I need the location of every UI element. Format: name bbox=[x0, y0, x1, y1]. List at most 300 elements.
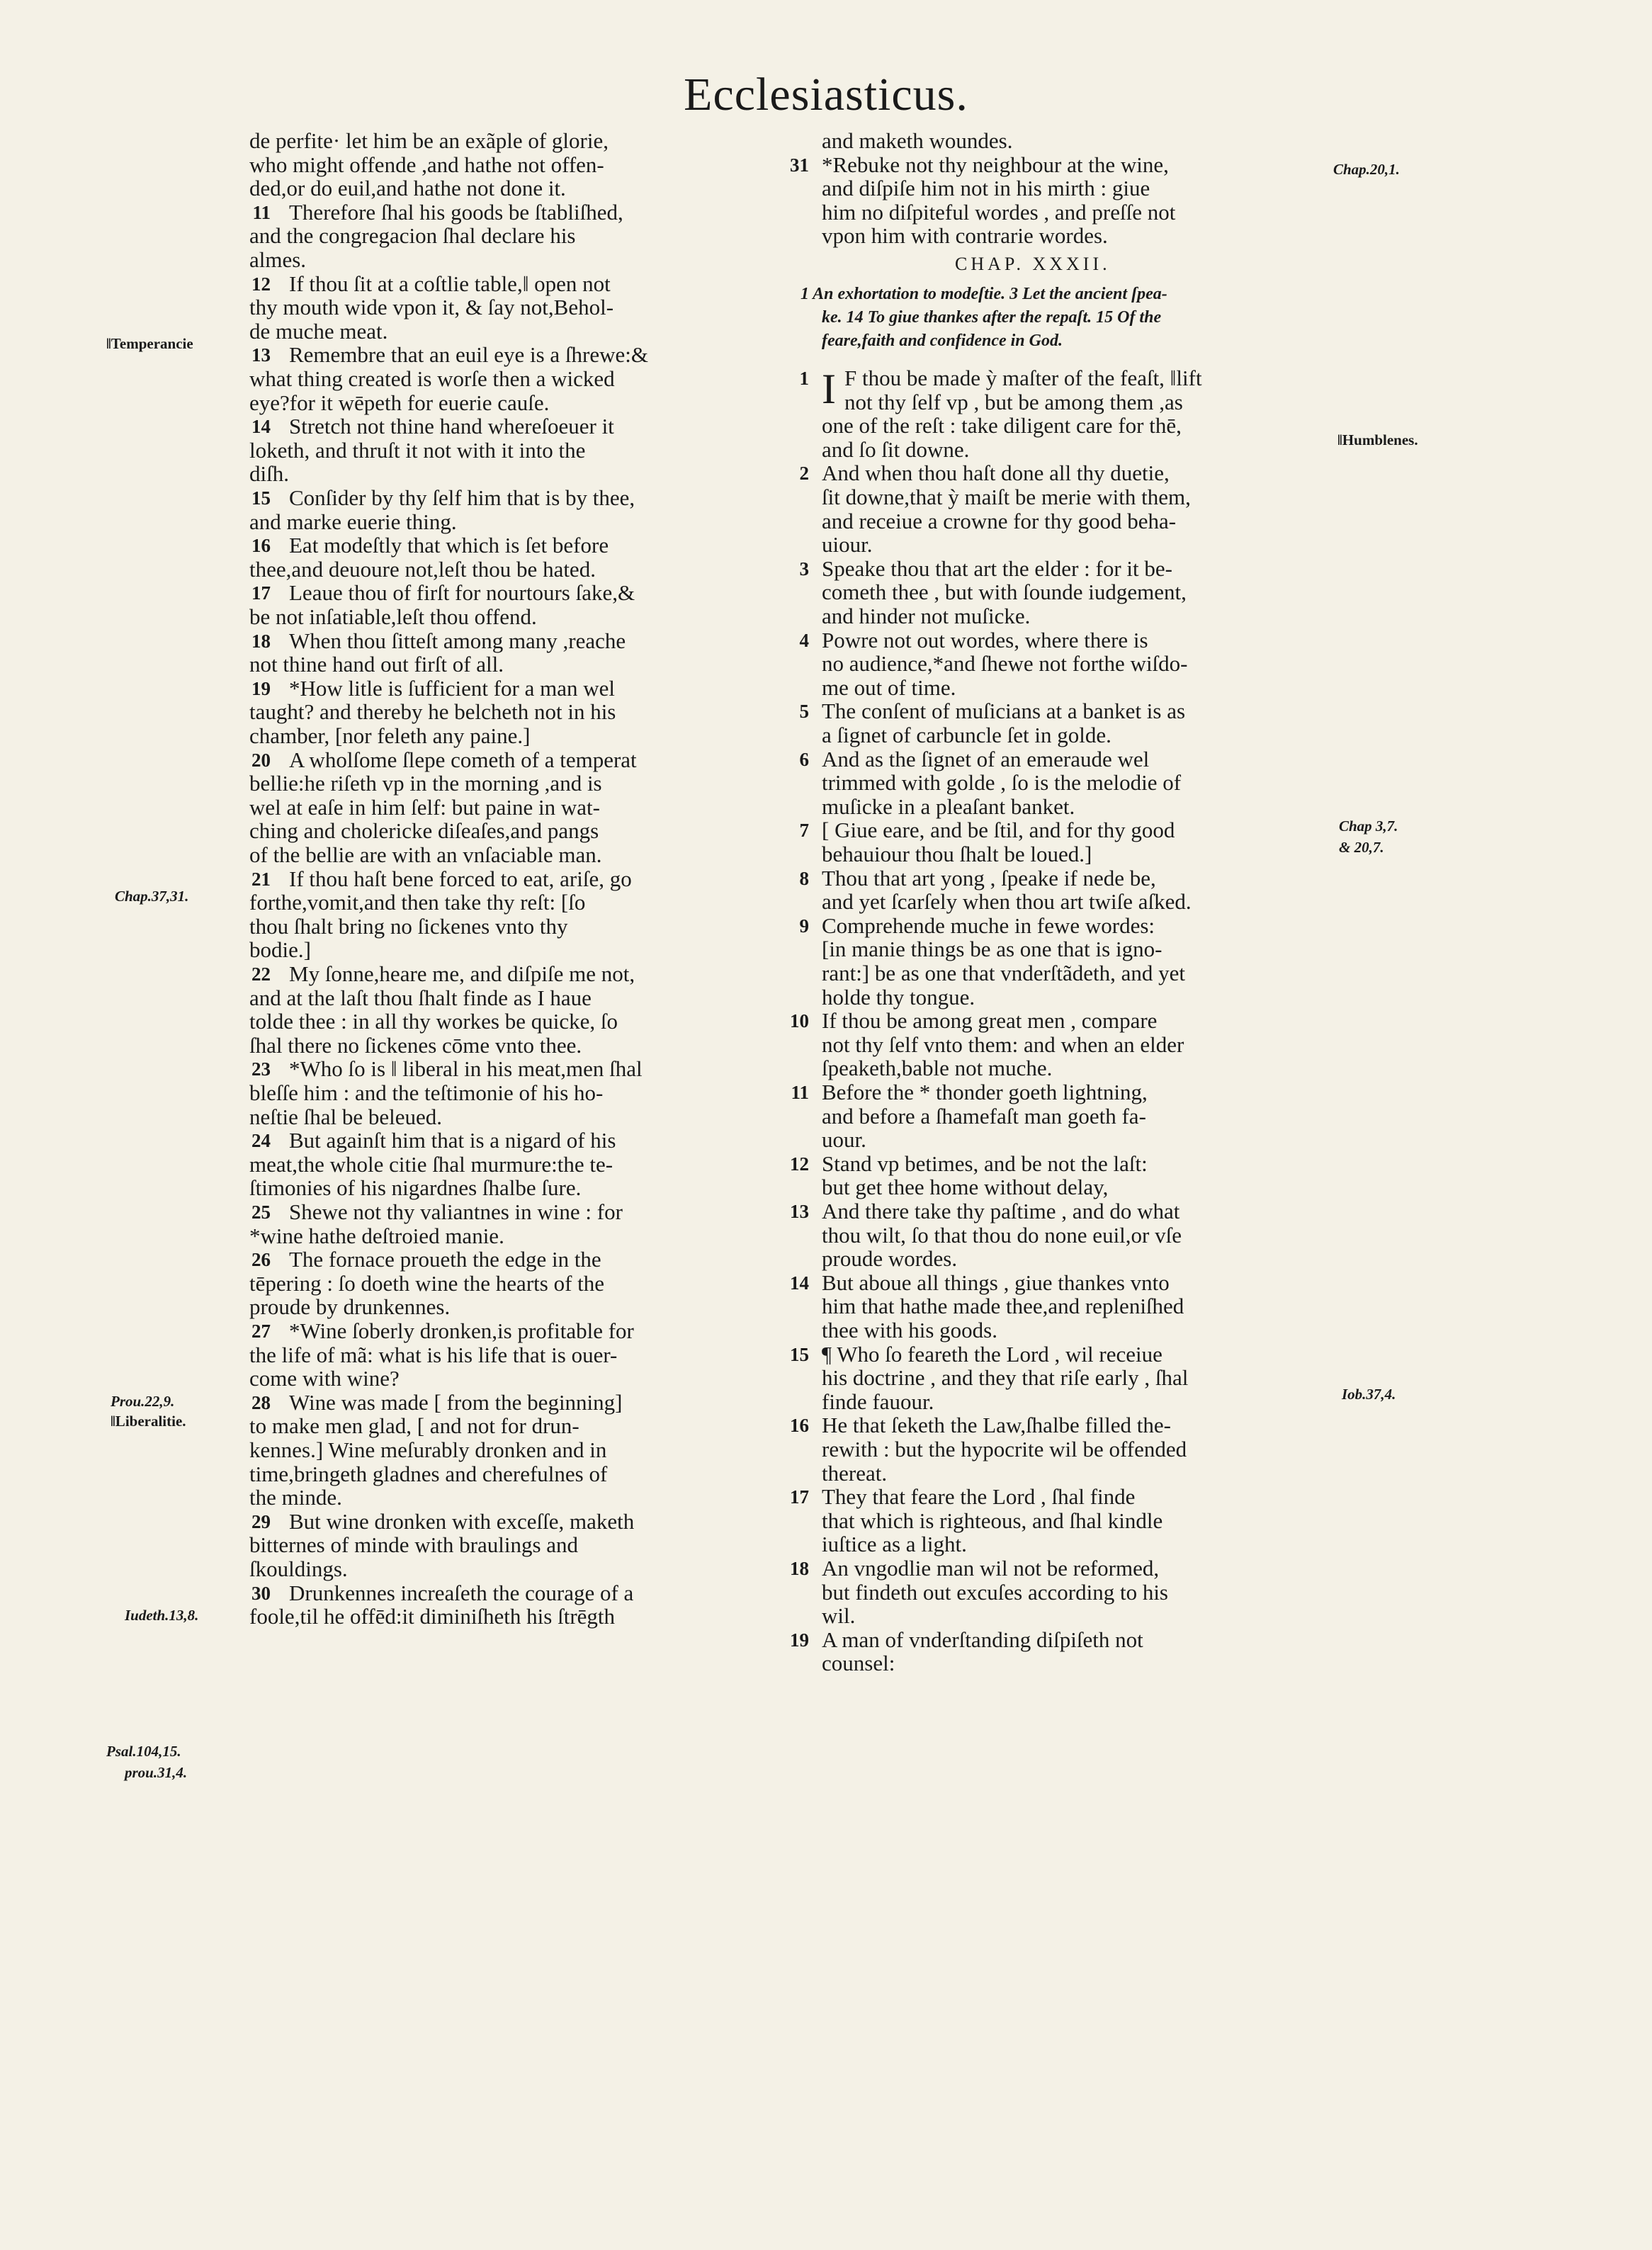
text-line bbox=[800, 580, 1339, 604]
text-line bbox=[790, 1199, 1339, 1223]
verse-text: He that ſeketh the Law,ſhalbe filled the- bbox=[822, 1413, 1171, 1438]
text-line bbox=[249, 771, 793, 796]
verse-text: loketh, and thruſt it not with it into the bbox=[249, 437, 586, 463]
verse-text: thou ſhalt bring no ſickenes vnto thy bbox=[249, 913, 568, 939]
text-line bbox=[249, 1438, 793, 1462]
text-line bbox=[790, 152, 1339, 177]
verse-number: 22 bbox=[251, 963, 271, 985]
verse-text: wel at eaſe in him ſelf: but paine in wat- bbox=[249, 794, 600, 820]
verse-text: not thine hand out firſt of all. bbox=[249, 652, 504, 677]
text-line bbox=[800, 747, 1339, 771]
verse-text: Therefore ſhal his goods be ſtabliſhed, bbox=[289, 199, 623, 225]
text-line bbox=[800, 461, 1339, 485]
chapter-summary-line: ke. 14 To giue thankes after the repaſt. 15 Of the bbox=[822, 308, 1162, 327]
text-line bbox=[249, 486, 793, 510]
verse-text: ¶ Who ſo feareth the Lord , wil receiue bbox=[822, 1341, 1162, 1367]
verse-number: 29 bbox=[251, 1510, 271, 1532]
text-line bbox=[249, 1486, 793, 1510]
text-line bbox=[800, 485, 1339, 509]
verse-number: 27 bbox=[251, 1321, 271, 1342]
verse-text: and maketh woundes. bbox=[822, 128, 1013, 153]
text-line bbox=[249, 1295, 793, 1319]
verse-text: And there take thy paſtime , and do what bbox=[822, 1199, 1180, 1223]
verse-text: proude wordes. bbox=[822, 1246, 958, 1272]
verse-text: *wine hathe deſtroied manie. bbox=[249, 1223, 504, 1248]
verse-text: Speake thou that art the elder : for it be- bbox=[822, 555, 1172, 581]
verse-text: and ſo ſit downe. bbox=[822, 436, 970, 462]
margin-note-chap-20-1: Chap.20,1. bbox=[1333, 161, 1400, 178]
verse-number: 4 bbox=[799, 629, 809, 651]
verse-text: If thou be among great men , compare bbox=[822, 1008, 1158, 1034]
verse-text: a ſignet of carbuncle ſet in golde. bbox=[822, 723, 1111, 747]
text-line bbox=[249, 367, 793, 391]
page-title: Ecclesiasticus. bbox=[684, 69, 968, 120]
chapter-heading: CHAP. XXXII. bbox=[955, 254, 1111, 274]
margin-note-humblenes: ‖Humblenes. bbox=[1337, 431, 1418, 448]
text-line bbox=[249, 129, 793, 153]
text-line bbox=[249, 1105, 793, 1129]
verse-text: bodie.] bbox=[249, 937, 311, 963]
verse-text: thy mouth wide vpon it, & ſay not,Behol- bbox=[249, 295, 614, 320]
verse-number: 11 bbox=[252, 201, 271, 223]
text-line bbox=[249, 891, 793, 915]
verse-text: vpon him with contrarie wordes. bbox=[822, 223, 1108, 249]
verse-text: *Wine ſoberly dronken,is profitable for bbox=[289, 1318, 634, 1343]
verse-number: 18 bbox=[790, 1558, 809, 1579]
verse-text: but get thee home without delay, bbox=[822, 1175, 1109, 1200]
text-line bbox=[249, 1557, 793, 1581]
verse-text: ching and cholericke diſeaſes,and pangs bbox=[249, 818, 599, 844]
text-line bbox=[249, 1057, 793, 1081]
text-line bbox=[249, 724, 793, 748]
verse-text: [ Giue eare, and be ſtil, and for thy good bbox=[822, 818, 1175, 843]
text-line bbox=[249, 295, 793, 320]
verse-number: 13 bbox=[251, 344, 271, 366]
text-line bbox=[800, 1128, 1339, 1152]
text-line bbox=[249, 1200, 793, 1224]
text-line bbox=[249, 439, 793, 463]
verse-text: thou wilt, ſo that thou do none euil,or vſe bbox=[822, 1222, 1182, 1248]
text-line bbox=[800, 628, 1339, 652]
verse-text: and yet ſcarſely when thou art twiſe aſked. bbox=[822, 889, 1192, 915]
text-line bbox=[800, 699, 1339, 723]
text-line bbox=[800, 985, 1339, 1010]
verse-text: thee,and deuoure not,leſt thou be hated. bbox=[249, 556, 596, 582]
verse-text: F thou be made ỳ maſter of the feaſt, ‖lift bbox=[844, 366, 1202, 390]
text-line bbox=[790, 1341, 1339, 1367]
verse-number: 19 bbox=[790, 1629, 809, 1651]
verse-text: taught? and thereby he belcheth not in his bbox=[249, 699, 616, 725]
verse-text: *How litle is ſufficient for a man wel bbox=[289, 675, 616, 701]
text-line bbox=[800, 1294, 1339, 1318]
text-line bbox=[800, 414, 1339, 438]
margin-note-prou-31-4: prou.31,4. bbox=[125, 1764, 188, 1781]
text-line bbox=[249, 843, 793, 867]
text-line bbox=[800, 604, 1339, 628]
verse-text: Conſider by thy ſelf him that is by thee, bbox=[289, 485, 635, 510]
text-line bbox=[800, 1033, 1339, 1057]
text-line bbox=[249, 1581, 793, 1605]
text-line bbox=[800, 1509, 1339, 1533]
verse-text: trimmed with golde , ſo is the melodie of bbox=[822, 770, 1182, 796]
verse-text: Remembre that an euil eye is a ſhrewe:& bbox=[289, 342, 649, 368]
verse-text: [in manie things be as one that is igno- bbox=[822, 937, 1162, 962]
verse-text: Wine was made [ from the beginning] bbox=[289, 1389, 623, 1415]
text-line bbox=[800, 533, 1339, 557]
text-line bbox=[249, 629, 793, 653]
verse-text: And as the ſignet of an emeraude wel bbox=[822, 746, 1150, 771]
verse-number: 14 bbox=[251, 416, 271, 438]
verse-text: The conſent of muſicians at a banket is as bbox=[822, 699, 1186, 724]
verse-text: no audience,*and ſhewe not forthe wiſdo- bbox=[822, 651, 1188, 677]
text-line bbox=[800, 176, 1339, 200]
text-line bbox=[249, 1462, 793, 1486]
text-line bbox=[790, 1151, 1339, 1176]
text-line bbox=[249, 652, 793, 677]
verse-text: ſit downe,that ỳ maiſt be merie with them, bbox=[822, 485, 1191, 509]
verse-text: But againſt him that is a nigard of his bbox=[289, 1128, 616, 1153]
verse-text: the minde. bbox=[249, 1485, 342, 1510]
verse-text: the life of mã: what is his life that is ouer- bbox=[249, 1342, 618, 1367]
text-line bbox=[249, 414, 793, 439]
verse-text: not thy ſelf vnto them: and when an elder bbox=[822, 1031, 1184, 1057]
verse-text: A wholſome ſlepe cometh of a temperat bbox=[289, 747, 637, 772]
text-line bbox=[249, 1510, 793, 1534]
verse-text: of the bellie are with an vnſaciable man. bbox=[249, 842, 602, 867]
verse-number: 1 bbox=[799, 368, 809, 389]
text-line bbox=[800, 890, 1339, 914]
text-line bbox=[249, 200, 793, 225]
text-line bbox=[249, 153, 793, 177]
margin-note-psal-104-15: Psal.104,15. bbox=[106, 1743, 181, 1760]
verse-text: almes. bbox=[249, 247, 307, 272]
verse-number: 24 bbox=[251, 1130, 271, 1152]
verse-text: but findeth out excuſes according to his bbox=[822, 1579, 1168, 1605]
verse-text: and diſpiſe him not in his mirth : giue bbox=[822, 176, 1150, 201]
verse-text: muſicke in a pleaſant banket. bbox=[822, 793, 1075, 819]
verse-text: Powre not out wordes, where there is bbox=[822, 627, 1148, 652]
verse-text: time,bringeth gladnes and cherefulnes of bbox=[249, 1461, 608, 1486]
verse-number: 12 bbox=[251, 273, 271, 295]
verse-number: 17 bbox=[790, 1486, 809, 1508]
verse-text: not thy ſelf vp , but be among them ,as bbox=[844, 389, 1183, 414]
verse-text: Eat modeſtly that which is ſet before bbox=[289, 533, 609, 558]
text-line bbox=[800, 1247, 1339, 1271]
text-line bbox=[800, 1437, 1339, 1462]
verse-text: ded,or do euil,and hathe not done it. bbox=[249, 176, 566, 201]
text-line bbox=[800, 652, 1339, 676]
verse-text: rewith : but the hypocrite wil be offended bbox=[822, 1437, 1187, 1462]
verse-text: My ſonne,heare me, and diſpiſe me not, bbox=[289, 961, 635, 986]
verse-number: 9 bbox=[799, 915, 809, 937]
verse-number: 28 bbox=[251, 1391, 271, 1413]
margin-note-chap-3-7: Chap 3,7. bbox=[1339, 818, 1398, 835]
text-line bbox=[790, 1008, 1339, 1034]
verse-text: chamber, [nor feleth any paine.] bbox=[249, 723, 531, 748]
verse-number: 17 bbox=[251, 582, 271, 604]
verse-text: Drunkennes increaſeth the courage of a bbox=[289, 1580, 634, 1605]
text-line bbox=[249, 700, 793, 724]
verse-number: 10 bbox=[790, 1010, 809, 1032]
verse-text: Thou that art yong , ſpeake if nede be, bbox=[822, 865, 1156, 891]
verse-text: who might offende ,and hathe not offen- bbox=[249, 152, 604, 177]
text-line bbox=[249, 248, 793, 272]
verse-text: uiour. bbox=[822, 532, 873, 558]
verse-text: Stand vp betimes, and be not the laſt: bbox=[822, 1151, 1148, 1176]
verse-text: foole,til he offēd:it diminiſheth his ſtrēgth bbox=[249, 1604, 616, 1629]
text-line bbox=[249, 1176, 793, 1200]
text-line bbox=[790, 1413, 1339, 1438]
verse-number: 5 bbox=[799, 701, 809, 723]
verse-text: bellie:he riſeth vp in the morning ,and is bbox=[249, 771, 602, 796]
text-line bbox=[800, 1056, 1339, 1080]
text-line bbox=[800, 129, 1339, 153]
verse-text: holde thy tongue. bbox=[822, 984, 975, 1010]
text-line bbox=[800, 1581, 1339, 1605]
margin-note-temperancie: ‖Temperancie bbox=[106, 335, 193, 352]
verse-number: 8 bbox=[799, 867, 809, 889]
text-line bbox=[249, 748, 793, 772]
text-line bbox=[249, 581, 793, 605]
verse-number: 12 bbox=[790, 1153, 809, 1175]
margin-note-chap-37-31: Chap.37,31. bbox=[115, 888, 189, 905]
verse-text: tolde thee : in all thy workes be quicke, ſo bbox=[249, 1009, 618, 1034]
verse-text: what thing created is worſe then a wicked bbox=[249, 366, 615, 391]
verse-text: tēpering : ſo doeth wine the hearts of the bbox=[249, 1270, 605, 1296]
verse-text: Leaue thou of firſt for nourtours ſake,& bbox=[289, 580, 635, 606]
verse-text: ſpeaketh,bable not muche. bbox=[822, 1056, 1053, 1081]
verse-text: come with wine? bbox=[249, 1366, 400, 1391]
text-line bbox=[249, 1272, 793, 1296]
text-line bbox=[249, 605, 793, 629]
verse-number: 31 bbox=[790, 154, 809, 176]
text-line bbox=[249, 510, 793, 534]
verse-text: If thou ſit at a coſtlie table,‖ open not bbox=[289, 271, 611, 296]
text-line bbox=[800, 509, 1339, 533]
text-line bbox=[249, 462, 793, 486]
text-line bbox=[249, 1343, 793, 1367]
verse-number: 18 bbox=[251, 630, 271, 652]
text-line bbox=[800, 1366, 1339, 1390]
verse-number: 23 bbox=[251, 1058, 271, 1080]
text-line bbox=[791, 1080, 1339, 1104]
verse-text: his doctrine , and they that riſe early , ſhal bbox=[822, 1365, 1189, 1391]
text-line bbox=[800, 795, 1339, 819]
text-line bbox=[249, 320, 793, 344]
text-line bbox=[800, 1651, 1339, 1675]
verse-text: and marke euerie thing. bbox=[249, 509, 457, 534]
text-line bbox=[800, 557, 1339, 581]
text-line bbox=[790, 1270, 1339, 1295]
verse-text: me out of time. bbox=[822, 674, 956, 700]
verse-text: An vngodlie man wil not be reformed, bbox=[822, 1556, 1160, 1581]
text-line bbox=[800, 723, 1339, 747]
verse-text: ſhal there no ſickenes cōme vnto thee. bbox=[249, 1032, 582, 1058]
verse-text: meat,the whole citie ſhal murmure:the te- bbox=[249, 1151, 613, 1177]
text-line bbox=[249, 1248, 793, 1272]
text-line bbox=[800, 438, 1339, 462]
verse-text: thee with his goods. bbox=[822, 1318, 997, 1342]
verse-text: rant:] be as one that vnderſtãdeth, and yet bbox=[822, 961, 1186, 985]
text-line bbox=[800, 1175, 1339, 1199]
verse-text: bleſſe him : and the teſtimonie of his ho- bbox=[249, 1080, 604, 1105]
margin-note-iob-37-4: Iob.37,4. bbox=[1342, 1386, 1396, 1403]
verse-text: and the congregacion ſhal declare his bbox=[249, 223, 576, 249]
text-line bbox=[249, 1010, 793, 1034]
text-line bbox=[800, 200, 1339, 225]
verse-text: And when thou haſt done all thy duetie, bbox=[822, 460, 1170, 486]
verse-number: 7 bbox=[799, 820, 809, 842]
verse-text: and receiue a crowne for thy good beha- bbox=[822, 508, 1177, 533]
text-line bbox=[790, 1484, 1339, 1510]
text-line bbox=[249, 1153, 793, 1177]
margin-note-prou-22-9: Prou.22,9. bbox=[111, 1393, 175, 1410]
verse-text: Stretch not thine hand whereſoeuer it bbox=[289, 414, 614, 439]
verse-text: But aboue all things , giue thankes vnto bbox=[822, 1270, 1170, 1295]
text-line bbox=[800, 842, 1339, 866]
verse-text: that which is righteous, and ſhal kindle bbox=[822, 1508, 1163, 1533]
verse-text: If thou haſt bene forced to eat, ariſe, go bbox=[289, 866, 632, 891]
text-line bbox=[249, 867, 793, 891]
text-line bbox=[249, 558, 793, 582]
verse-number: 2 bbox=[799, 463, 809, 485]
text-line bbox=[800, 914, 1339, 938]
verse-text: proude by drunkennes. bbox=[249, 1294, 451, 1320]
verse-text: The fornace proueth the edge in the bbox=[289, 1247, 601, 1272]
chapter-summary-line: 1 An exhortation to modeſtie. 3 Let the ancient ſpea- bbox=[800, 285, 1167, 303]
text-line bbox=[249, 962, 793, 986]
text-line bbox=[790, 1627, 1339, 1652]
verse-text: Before the * thonder goeth lightning, bbox=[822, 1080, 1148, 1104]
verse-text: *Who ſo is ‖ liberal in his meat,men ſhal bbox=[289, 1056, 643, 1082]
verse-text: Shewe not thy valiantnes in wine : for bbox=[289, 1199, 623, 1224]
verse-text: to make men glad, [ and not for drun- bbox=[249, 1413, 579, 1439]
text-line bbox=[249, 343, 793, 367]
verse-text: de muche meat. bbox=[249, 318, 388, 344]
verse-text: wil. bbox=[822, 1603, 856, 1629]
text-line bbox=[249, 1034, 793, 1058]
text-line bbox=[800, 818, 1339, 842]
verse-number: 16 bbox=[790, 1415, 809, 1437]
verse-text: one of the reſt : take diligent care for thē, bbox=[822, 413, 1182, 439]
verse-text: ſtimonies of his nigardnes ſhalbe ſure. bbox=[249, 1175, 582, 1201]
verse-number: 3 bbox=[799, 558, 809, 580]
text-line bbox=[800, 1223, 1339, 1248]
text-line bbox=[249, 533, 793, 558]
text-line bbox=[800, 1604, 1339, 1628]
verse-text: and hinder not muſicke. bbox=[822, 604, 1031, 628]
text-line bbox=[249, 819, 793, 843]
margin-note-liberalitie: ‖Liberalitie. bbox=[111, 1413, 186, 1430]
verse-text: him no diſpiteful wordes , and preſſe not bbox=[822, 199, 1176, 225]
text-line bbox=[249, 1605, 793, 1629]
verse-text: counsel: bbox=[822, 1651, 895, 1676]
text-line bbox=[249, 915, 793, 939]
text-line bbox=[800, 937, 1339, 961]
verse-text: A man of vnderſtanding diſpiſeth not bbox=[822, 1627, 1143, 1652]
verse-text: behauiour thou ſhalt be loued.] bbox=[822, 842, 1092, 866]
verse-text: eye?for it wēpeth for euerie cauſe. bbox=[249, 390, 550, 415]
verse-text: him that hathe made thee,and repleniſhed bbox=[822, 1294, 1184, 1319]
text-line bbox=[249, 986, 793, 1010]
text-line bbox=[249, 1129, 793, 1153]
text-line bbox=[249, 677, 793, 701]
verse-number: 30 bbox=[251, 1582, 271, 1604]
drop-cap: I bbox=[822, 366, 836, 412]
text-line bbox=[800, 1532, 1339, 1556]
verse-text: *Rebuke not thy neighbour at the wine, bbox=[822, 152, 1169, 177]
verse-text: diſh. bbox=[249, 461, 289, 487]
verse-number: 13 bbox=[790, 1201, 809, 1222]
text-line bbox=[800, 1462, 1339, 1486]
text-line bbox=[249, 224, 793, 248]
text-line bbox=[800, 224, 1339, 248]
verse-text: de perfite· let him be an exãple of glorie, bbox=[249, 128, 609, 153]
verse-text: neſtie ſhal be beleued. bbox=[249, 1104, 442, 1129]
verse-text: When thou ſitteſt among many ,reache bbox=[289, 628, 626, 653]
verse-number: 16 bbox=[251, 535, 271, 557]
verse-number: 19 bbox=[251, 677, 271, 699]
text-line bbox=[249, 938, 793, 962]
verse-number: 25 bbox=[251, 1202, 271, 1223]
text-line bbox=[249, 1414, 793, 1438]
text-line bbox=[790, 1556, 1339, 1581]
verse-text: bitternes of minde with braulings and bbox=[249, 1532, 579, 1558]
verse-number: 11 bbox=[791, 1082, 809, 1103]
text-line bbox=[800, 1318, 1339, 1342]
chapter-summary-line: feare,faith and confidence in God. bbox=[822, 332, 1063, 350]
text-line bbox=[249, 1391, 793, 1415]
text-line bbox=[249, 1081, 793, 1105]
verse-number: 15 bbox=[251, 487, 271, 509]
verse-text: cometh thee , but with ſounde iudgement, bbox=[822, 580, 1187, 605]
verse-text: They that feare the Lord , ſhal finde bbox=[822, 1484, 1136, 1510]
text-line bbox=[800, 366, 1339, 390]
text-line bbox=[249, 1367, 793, 1391]
margin-note-and-20-7: & 20,7. bbox=[1339, 839, 1384, 856]
verse-text: Comprehende muche in fewe wordes: bbox=[822, 912, 1155, 938]
margin-note-iudeth-13-8: Iudeth.13,8. bbox=[125, 1607, 199, 1624]
verse-text: thereat. bbox=[822, 1460, 888, 1486]
verse-text: iuſtice as a light. bbox=[822, 1532, 967, 1557]
verse-number: 14 bbox=[790, 1272, 809, 1294]
verse-number: 15 bbox=[790, 1343, 809, 1365]
verse-text: finde fauour. bbox=[822, 1389, 934, 1414]
verse-text: But wine dronken with exceſſe, maketh bbox=[289, 1508, 635, 1534]
text-line bbox=[800, 1390, 1339, 1414]
verse-text: and before a ſhamefaſt man goeth fa- bbox=[822, 1103, 1146, 1129]
text-line bbox=[249, 176, 793, 200]
verse-text: be not inſatiable,leſt thou offend. bbox=[249, 604, 537, 629]
verse-text: and at the laſt thou ſhalt finde as I haue bbox=[249, 985, 592, 1010]
text-line bbox=[249, 1224, 793, 1248]
text-line bbox=[800, 771, 1339, 795]
text-line bbox=[800, 1104, 1339, 1129]
text-line bbox=[800, 866, 1339, 891]
text-line bbox=[800, 390, 1339, 414]
text-line bbox=[249, 391, 793, 415]
text-line bbox=[249, 272, 793, 296]
verse-text: uour. bbox=[822, 1127, 866, 1153]
text-line bbox=[249, 1533, 793, 1557]
verse-number: 21 bbox=[251, 868, 271, 890]
verse-text: ſkouldings. bbox=[249, 1556, 348, 1581]
text-line bbox=[249, 796, 793, 820]
verse-text: forthe,vomit,and then take thy reſt: [ſo bbox=[249, 890, 586, 915]
verse-number: 20 bbox=[251, 749, 271, 771]
verse-number: 6 bbox=[799, 748, 809, 770]
verse-text: kennes.] Wine meſurably dronken and in bbox=[249, 1437, 607, 1462]
